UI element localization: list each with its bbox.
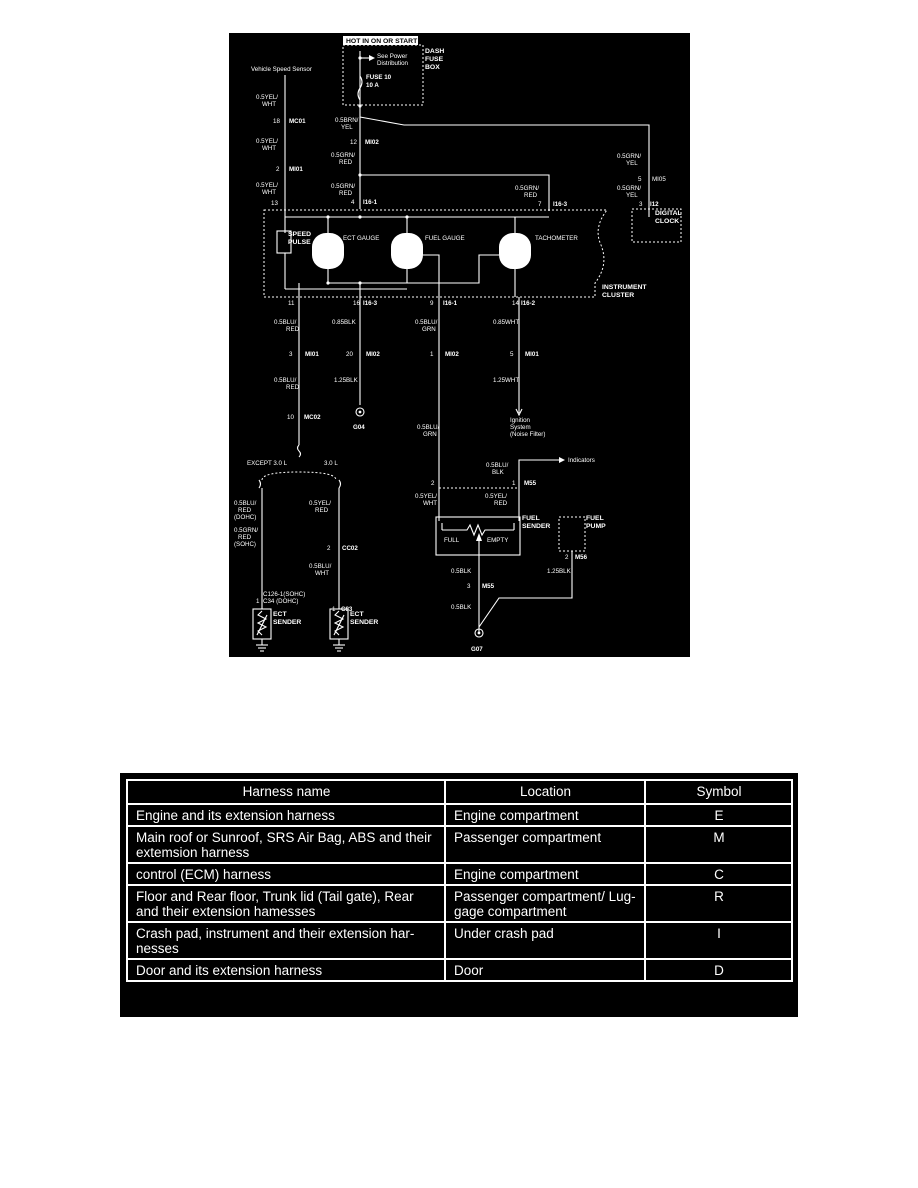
pin-9: 9 <box>430 300 434 307</box>
conn-i16-3: I16-3 <box>553 201 568 208</box>
indicators-label: Indicators <box>568 457 595 464</box>
conn-mc01: MC01 <box>289 118 306 125</box>
harness-name: control (ECM) harness <box>127 863 445 885</box>
conn-d: 5 MI01 <box>510 351 539 358</box>
wire-brn-yel: 0.5BRN/ YEL <box>335 117 359 131</box>
wire-b1: 0.85BLK <box>332 319 356 326</box>
pin-16: 16 <box>353 300 360 307</box>
harness-location: Passenger compartment/ Lug-gage compartment <box>445 885 645 922</box>
conn-left-sender: C126-1(SOHC) C34 (DOHC) <box>263 591 306 605</box>
conn-i12: I12 <box>650 201 659 208</box>
mid-wire-2: 0.5BLU/ WHT <box>309 563 332 577</box>
harness-name: Door and its extension harness <box>127 959 445 981</box>
fuel-gauge-label: FUEL GAUGE <box>425 235 465 242</box>
fuel-sender-label: FUEL SENDER <box>522 515 551 530</box>
conn-c: 1 MI02 <box>430 351 459 358</box>
ect-sender-1-label: ECT SENDER <box>273 611 302 626</box>
conn-a: 3 MI01 <box>289 351 319 358</box>
wire-yel-wht: 0.5YEL/ WHT <box>415 493 438 507</box>
pin-3: 3 <box>639 201 643 208</box>
pin-i16-3: I16-3 <box>363 300 378 307</box>
harness-name: Floor and Rear floor, Trunk lid (Tail gate), Rear and their extension hamesses <box>127 885 445 922</box>
except-3-0l: EXCEPT 3.0 L <box>247 460 288 467</box>
harness-name: Crash pad, instrument and their extension har-nesses <box>127 922 445 959</box>
wiring-diagram <box>229 33 690 657</box>
table-row <box>127 804 792 826</box>
digital-clock-label: DIGITAL CLOCK <box>655 210 682 225</box>
harness-symbol: M <box>645 826 792 863</box>
empty-label: EMPTY <box>487 537 509 544</box>
full-label: FULL <box>444 537 460 544</box>
indicators-arrow-icon <box>559 457 565 463</box>
harness-location: Passenger compartment <box>445 826 645 863</box>
instrument-cluster-label: INSTRUMENT CLUSTER <box>602 284 647 299</box>
harness-location: Engine compartment <box>445 804 645 826</box>
harness-symbol: C <box>645 863 792 885</box>
mid-wire-1: 0.5YEL/ RED <box>309 500 332 514</box>
wire-a1: 0.5BLU/ RED <box>274 319 300 333</box>
harness-name: Engine and its extension harness <box>127 804 445 826</box>
pin-12: 12 <box>350 139 357 146</box>
pin-2: 2 <box>276 166 280 173</box>
pin-14: 14 <box>512 300 519 307</box>
three-liter: 3.0 L <box>324 460 338 467</box>
conn-c83: C83 <box>341 606 353 613</box>
wire-blk-2: 0.5BLK <box>451 604 472 611</box>
table-row <box>127 959 792 981</box>
header-symbol: Symbol <box>645 780 792 804</box>
pin-4: 4 <box>351 199 355 206</box>
pin-7: 7 <box>538 201 542 208</box>
fuel-pump-box <box>559 517 585 551</box>
conn-m55-top: 2 1 M55 <box>431 480 537 487</box>
conn-mi05: MI05 <box>652 176 666 183</box>
fuse-header: HOT IN ON OR START <box>346 38 418 45</box>
table-row <box>127 826 792 863</box>
pin-5: 5 <box>638 176 642 183</box>
header-harness-name: Harness name <box>127 780 445 804</box>
fuel-pump-label: FUEL PUMP <box>586 515 606 530</box>
harness-legend <box>120 773 798 1017</box>
see-arrow-icon <box>369 55 375 61</box>
wire-blk-1: 0.5BLK <box>451 568 472 575</box>
harness-symbol: R <box>645 885 792 922</box>
wire-c1: 0.5BLU/ GRN <box>415 319 438 333</box>
wire-d2: 1.25WHT <box>493 377 520 384</box>
wire-c2: 0.5BLU/ GRN <box>417 424 440 438</box>
dash-fuse-box-label: DASH FUSE BOX <box>425 48 445 71</box>
vss-wire-3: 0.5YEL/ WHT <box>256 182 279 196</box>
table-row <box>127 885 792 922</box>
fuse-10-label: FUSE 10 10 A <box>366 74 392 89</box>
speed-pulse-label: SPEED PULSE <box>288 231 312 246</box>
conn-mi02: MI02 <box>365 139 379 146</box>
conn-mi01: MI01 <box>289 166 303 173</box>
wire-blu-blk: 0.5BLU/ BLK <box>486 462 509 476</box>
harness-location: Door <box>445 959 645 981</box>
ground-g07: G07 <box>471 646 483 653</box>
harness-location: Under crash pad <box>445 922 645 959</box>
harness-location: Engine compartment <box>445 863 645 885</box>
table-row <box>127 922 792 959</box>
harness-symbol: D <box>645 959 792 981</box>
fuel-gauge-icon <box>391 233 423 269</box>
wire-break-icon <box>298 445 301 457</box>
pin-i16-1: I16-1 <box>443 300 458 307</box>
wire-b2: 1.25BLK <box>334 377 358 384</box>
vss-wire-2: 0.5YEL/ WHT <box>256 138 279 152</box>
pin-13: 13 <box>271 200 278 207</box>
pin-i16-2: I16-2 <box>521 300 536 307</box>
vehicle-speed-sensor-label: Vehicle Speed Sensor <box>251 66 312 73</box>
left-wire-2: 0.5GRN/ RED (SOHC) <box>234 527 259 548</box>
harness-symbol: E <box>645 804 792 826</box>
wire-grn-red-2: 0.5GRN/ RED <box>331 183 356 197</box>
wire-a2: 0.5BLU/ RED <box>274 377 300 391</box>
table-header-row <box>127 780 792 804</box>
wire-blk-3: 1.25BLK <box>547 568 571 575</box>
pin-18: 18 <box>273 118 280 125</box>
conn-cc02: 2 CC02 <box>327 545 358 552</box>
ground-g04: G04 <box>353 424 365 431</box>
ect-sender-2-label: ECT SENDER <box>350 611 379 626</box>
pin-1b: 1 <box>332 606 336 613</box>
harness-symbol: I <box>645 922 792 959</box>
see-power-distribution: See Power Distribution <box>377 53 408 67</box>
table-row <box>127 863 792 885</box>
left-wire-1: 0.5BLU/ RED (DOHC) <box>234 500 257 521</box>
pin-1a: 1 <box>256 598 260 605</box>
wiring-diagram-svg <box>229 33 690 657</box>
conn-b: 20 MI02 <box>346 351 380 358</box>
clock-wire-2: 0.5GRN/ YEL <box>617 185 642 199</box>
wire-grn-red-1: 0.5GRN/ RED <box>331 152 356 166</box>
wire-yel-red: 0.5YEL/ RED <box>485 493 508 507</box>
ect-gauge-label: ECT GAUGE <box>343 235 380 242</box>
ect-gauge-icon <box>312 233 344 269</box>
pin-11: 11 <box>288 300 295 307</box>
conn-i16-1: I16-1 <box>363 199 378 206</box>
conn-mc02: 10 MC02 <box>287 414 321 421</box>
vss-wire-1: 0.5YEL/ WHT <box>256 94 279 108</box>
clock-wire-1: 0.5GRN/ YEL <box>617 153 642 167</box>
header-location: Location <box>445 780 645 804</box>
wire-grn-red-3: 0.5GRN/ RED <box>515 185 540 199</box>
conn-m55-mid: 3 M55 <box>467 583 495 590</box>
conn-m56: 2 M56 <box>565 554 588 561</box>
tachometer-label: TACHOMETER <box>535 235 578 242</box>
tachometer-icon <box>499 233 531 269</box>
harness-name: Main roof or Sunroof, SRS Air Bag, ABS and their extemsion harness <box>127 826 445 863</box>
harness-table <box>126 779 793 982</box>
ignition-system-label: Ignition System (Noise Filter) <box>510 417 546 438</box>
wire-d1: 0.85WHT <box>493 319 520 326</box>
